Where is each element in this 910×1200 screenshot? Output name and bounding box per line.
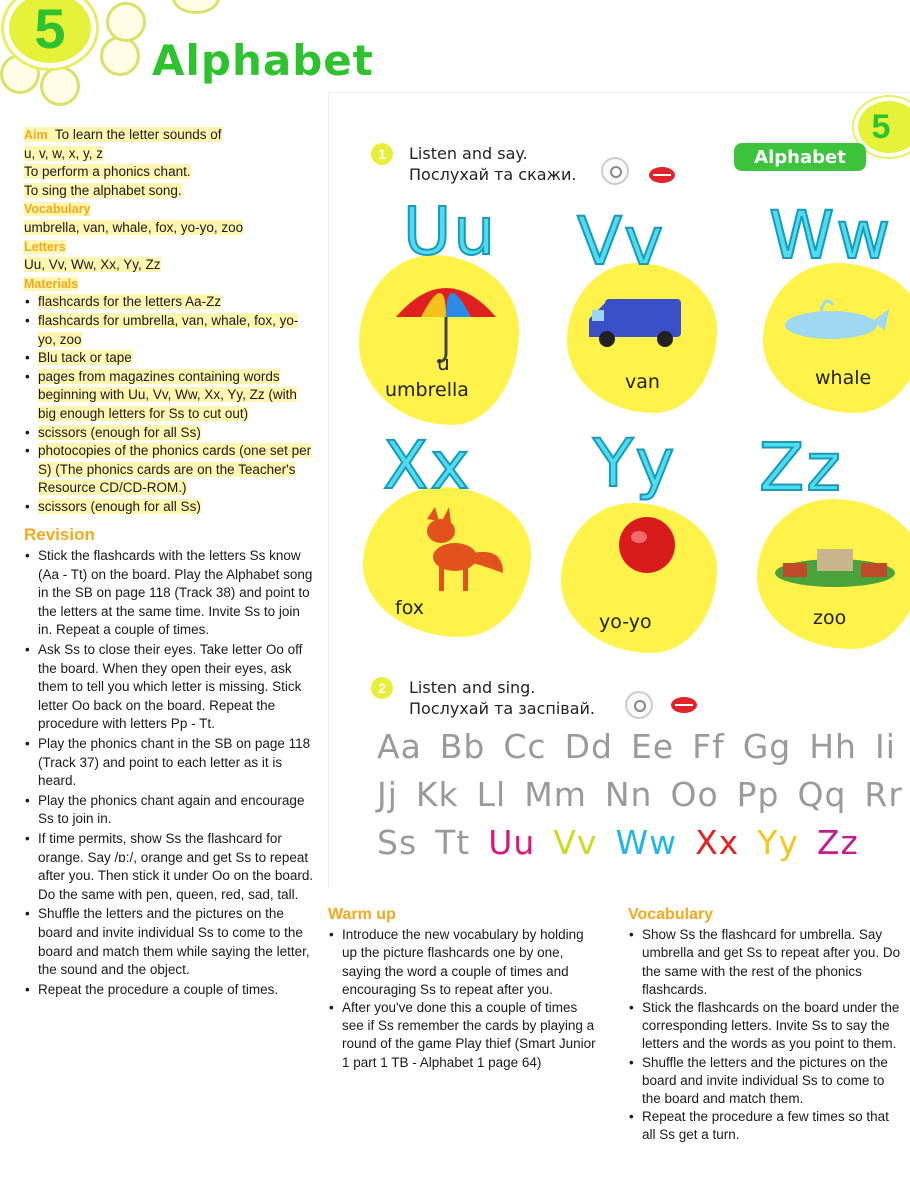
alphabet-letter: Oo bbox=[670, 775, 719, 814]
aim-line: u, v, w, x, y, z bbox=[24, 145, 104, 161]
card-word: whale bbox=[815, 367, 872, 389]
alphabet-letter: Dd bbox=[564, 727, 613, 766]
card-letters: Yy bbox=[593, 425, 677, 502]
revision-item: • Repeat the procedure a couple of times. bbox=[24, 981, 314, 1000]
unit-title: Alphabet bbox=[152, 36, 374, 85]
materials-item: • scissors (enough for all Ss) bbox=[24, 498, 314, 517]
exercise-1-instructions bbox=[409, 143, 576, 185]
warm-up-title: Warm up bbox=[328, 906, 396, 923]
alphabet-letter: Ww bbox=[615, 823, 678, 862]
alphabet-letter: Gg bbox=[742, 727, 792, 766]
sb-title: Alphabet bbox=[734, 143, 866, 171]
alphabet-letter: Xx bbox=[695, 823, 740, 862]
unit-flower-decoration bbox=[0, 0, 140, 110]
alphabet-letter: Zz bbox=[816, 823, 859, 862]
revision-item: • If time permits, show Ss the flashcard for orange. Say /ɒ:/, orange and get Ss to repeat after you. Then stick it under Oo on the board. Do the same with pen, queen, red, sad, tall. bbox=[24, 830, 314, 904]
flower-petal bbox=[172, 0, 220, 14]
revision-item: • Play the phonics chant again and encourage Ss to join in. bbox=[24, 792, 314, 829]
alphabet-row bbox=[377, 823, 877, 862]
card-letters: Xx bbox=[383, 427, 472, 504]
fox-icon bbox=[407, 507, 507, 597]
revision-title: Revision bbox=[24, 525, 95, 545]
alphabet-letter: Ff bbox=[692, 727, 725, 766]
vocabulary-step: • Repeat the procedure a few times so that all Ss get a turn. bbox=[628, 1108, 902, 1144]
whale-icon bbox=[781, 291, 891, 341]
materials-item: • scissors (enough for all Ss) bbox=[24, 424, 314, 443]
exercise-1-number: 1 bbox=[371, 143, 393, 165]
alphabet-letter: Qq bbox=[797, 775, 847, 814]
listen-icon bbox=[601, 157, 629, 185]
alphabet-letter: Nn bbox=[604, 775, 653, 814]
flower-petal bbox=[100, 36, 140, 76]
alphabet-letter: Ll bbox=[476, 775, 507, 814]
alphabet-letter: Kk bbox=[415, 775, 459, 814]
flower-petal bbox=[40, 66, 80, 106]
exercise-2-number: 2 bbox=[371, 677, 393, 699]
revision-item: • Ask Ss to close their eyes. Take letter Oo off the board. When they open their eyes, ask them to tell you which letter is missing. Stick letter Oo back on the board. Repeat the procedure with letters Pp - Tt. bbox=[24, 641, 314, 734]
materials-item: • photocopies of the phonics cards (one set per S) (The phonics cards are on the Teacher's Resource CD/CD-ROM.) bbox=[24, 442, 314, 498]
alphabet-row bbox=[377, 727, 910, 766]
alphabet-letter: Bb bbox=[439, 727, 486, 766]
zoo-icon bbox=[773, 539, 897, 589]
vocabulary-label: Vocabulary bbox=[24, 202, 91, 217]
vocabulary-step: • Shuffle the letters and the pictures on the board and invite individual Ss to come to the board and match them. bbox=[628, 1054, 902, 1109]
exercise-2-line: Listen and sing. bbox=[409, 678, 536, 697]
speak-lips-icon bbox=[649, 167, 675, 183]
warm-up-item: • Introduce the new vocabulary by holding up the picture flashcards one by one, saying the word a couple of times and encouraging Ss to repeat after you. bbox=[328, 926, 596, 999]
card-letters: Zz bbox=[759, 429, 843, 506]
listen-icon bbox=[625, 691, 653, 719]
alphabet-letter: Rr bbox=[864, 775, 903, 814]
vocabulary-text: umbrella, van, whale, fox, yo-yo, zoo bbox=[24, 219, 244, 235]
vocabulary-step: • Stick the flashcards on the board under the corresponding letters. Invite Ss to say the letters and the words as you point to them. bbox=[628, 999, 902, 1054]
materials-section bbox=[24, 275, 314, 517]
card-word: van bbox=[625, 371, 660, 393]
revision-item: • Play the phonics chant in the SB on page 118 (Track 37) and point to each letter as it is heard. bbox=[24, 735, 314, 791]
sb-unit-badge: 5 bbox=[854, 97, 910, 157]
card-letters: Vv bbox=[577, 203, 666, 280]
flower-petal bbox=[106, 2, 146, 42]
revision-item: • Shuffle the letters and the pictures on the board and invite individual Ss to come to the board and match them while saying the letter, the sound and the object. bbox=[24, 905, 314, 979]
aim-line: To perform a phonics chant. bbox=[24, 164, 191, 180]
materials-item: • flashcards for the letters Aa-Zz bbox=[24, 293, 314, 312]
alphabet-letter: Hh bbox=[809, 727, 857, 766]
letters-section bbox=[24, 238, 314, 275]
card-caption-letter: u bbox=[437, 351, 450, 375]
vocabulary-section bbox=[24, 200, 314, 237]
alphabet-letter: Pp bbox=[736, 775, 780, 814]
materials-item: • Blu tack or tape bbox=[24, 349, 314, 368]
exercise-1-line: Listen and say. bbox=[409, 144, 528, 163]
alphabet-row bbox=[377, 775, 910, 814]
alphabet-letter: Uu bbox=[488, 823, 536, 862]
aim-label: Aim bbox=[24, 128, 48, 142]
warm-up-item: • After you've done this a couple of times see if Ss remember the cards by playing a round of the game Play thief (Smart Junior 1 part 1 TB - Alphabet 1 page 64) bbox=[328, 999, 596, 1072]
card-word: zoo bbox=[813, 607, 847, 629]
exercise-1-line: Послухай та скажи. bbox=[409, 165, 577, 184]
alphabet-letter: Jj bbox=[377, 775, 398, 814]
materials-label: Materials bbox=[24, 276, 79, 291]
vocabulary-steps-section bbox=[628, 906, 902, 1145]
alphabet-letter: Ee bbox=[630, 727, 675, 766]
revision-list bbox=[24, 547, 314, 999]
card-letters: Ww bbox=[769, 197, 893, 274]
aim-line: To sing the alphabet song. bbox=[24, 182, 182, 198]
lesson-plan-column bbox=[24, 126, 314, 1000]
materials-item: • pages from magazines containing words beginning with Uu, Vv, Ww, Xx, Yy, Zz (with big enough letters for Ss to cut out) bbox=[24, 368, 314, 424]
revision-item: • Stick the flashcards with the letters Ss know (Aa - Tt) on the board. Play the Alphabet song in the SB on page 118 (Track 38) and point to the letters at the same time. Invite Ss to join in. Repeat a couple of times. bbox=[24, 547, 314, 640]
card-word: umbrella bbox=[385, 379, 469, 401]
aim-line: To learn the letter sounds of bbox=[54, 127, 222, 142]
alphabet-letter: Yy bbox=[757, 823, 799, 862]
exercise-2-instructions bbox=[409, 677, 595, 719]
alphabet-letter: Ss bbox=[377, 823, 418, 862]
letters-label: Letters bbox=[24, 239, 66, 254]
exercise-2-line: Послухай та заспівай. bbox=[409, 699, 596, 718]
alphabet-letter: Mm bbox=[524, 775, 587, 814]
alphabet-letter: Cc bbox=[503, 727, 547, 766]
vocabulary-step: • Show Ss the flashcard for umbrella. Say umbrella and get Ss to repeat after you. Do the same with the rest of the phonics flashcards. bbox=[628, 926, 902, 999]
alphabet-letter: Tt bbox=[435, 823, 471, 862]
alphabet-letter: Aa bbox=[377, 727, 422, 766]
card-letters: Uu bbox=[403, 193, 498, 270]
aim-section bbox=[24, 126, 314, 200]
sing-lips-icon bbox=[671, 697, 697, 713]
alphabet-letter: Ii bbox=[874, 727, 896, 766]
materials-item: • flashcards for umbrella, van, whale, fox, yo-yo, zoo bbox=[24, 312, 314, 349]
unit-number-badge: 5 bbox=[4, 0, 96, 68]
alphabet-letter: Vv bbox=[553, 823, 598, 862]
warm-up-section bbox=[328, 906, 596, 1072]
card-word: yo-yo bbox=[599, 611, 652, 633]
van-icon bbox=[585, 293, 689, 353]
student-book-page bbox=[328, 92, 910, 888]
card-word: fox bbox=[395, 597, 424, 619]
letters-text: Uu, Vv, Ww, Xx, Yy, Zz bbox=[24, 257, 161, 273]
yoyo-icon bbox=[617, 515, 677, 575]
vocabulary-steps-title: Vocabulary bbox=[628, 906, 714, 923]
